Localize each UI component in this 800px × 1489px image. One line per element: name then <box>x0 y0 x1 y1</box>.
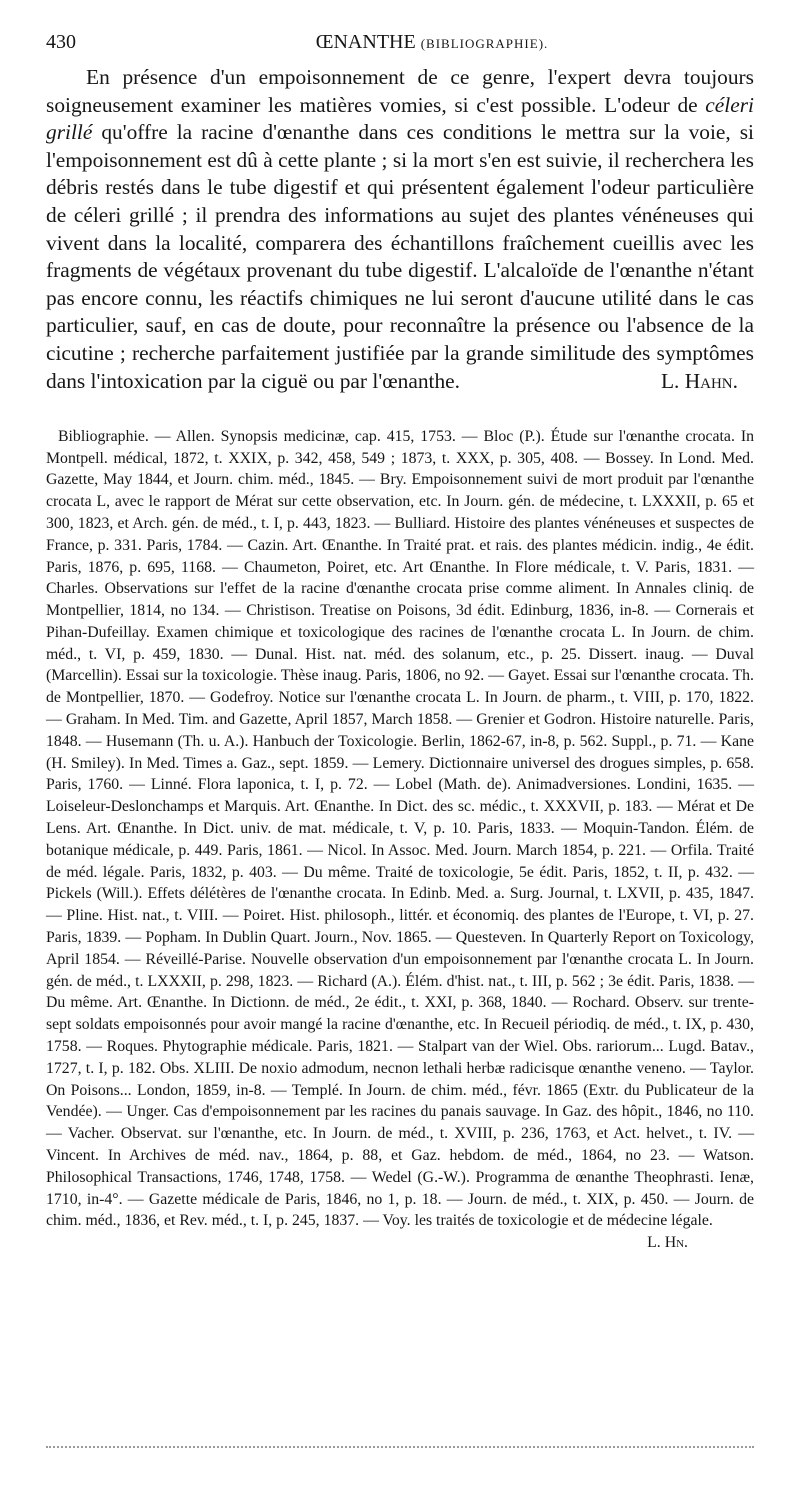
author-signature: L. Hahn. <box>660 369 738 394</box>
body-italic-phrase: céleri grillé <box>46 92 754 145</box>
running-title <box>46 22 754 64</box>
running-title-subtitle: (BIBLIOGRAPHIE). <box>420 36 549 51</box>
bibliography-signature: L. Hn. <box>647 1234 688 1252</box>
running-title-main: ŒNANTHE <box>315 31 416 53</box>
body-text-part1: En présence d'un empoisonnement de ce genre, l'expert devra toujours soigneusement examiner les matières vomies, si c'est possible. L'odeur de <box>46 65 754 117</box>
footer-dotted-rule <box>46 1446 754 1448</box>
body-paragraph <box>46 64 754 395</box>
body-text-part2: qu'offre la racine d'œnanthe dans ces conditions le mettra sur la voie, si l'empoisonnement est dû à cette plante ; si la mort s'en est suivie, il recherchera les débris restés dans le tube digestif et qui présentent également l'odeur particulière de céleri grillé ; il prendra des informations au sujet des plantes vénéneuses qui vivent dans la localité, comparera des échantillons fraîchement cueillis avec les fragments de végétaux provenant du tube digestif. L'alcaloïde de l'œnanthe n'étant pas encore connu, les réactifs chimiques ne lui seront d'aucune utilité dans le cas particulier, sauf, en cas de doute, pour reconnaître la présence ou l'absence de la cicutine ; recherche parfaitement justifiée par la grande similitude des symptômes dans l'intoxication par la ciguë ou par l'œnanthe. <box>46 120 754 393</box>
bibliography-paragraph: Bibliographie. — Allen. Synopsis medicinæ, cap. 415, 1753. — Bloc (P.). Étude sur l'œnanthe crocata. In Montpell. médical, 1872, t. XXIX, p. 342, 458, 549 ; 1873, t. XXX, p. 305, 408. — Bossey. In Lond. Med. Gazette, May 1844, et Journ. chim. méd., 1845. — Bry. Empoisonnement suivi de mort produit par l'œnanthe crocata L, avec le rapport de Mérat sur cette observation, etc. In Journ. gén. de médecine, t. LXXXII, p. 65 et 300, 1823, et Arch. gén. de méd., t. I, p. 443, 1823. — Bulliard. Histoire des plantes vénéneuses et suspectes de France, p. 331. Paris, 1784. — Cazin. Art. Œnanthe. In Traité prat. et rais. des plantes médicin. indig., 4e édit. Paris, 1876, p. 695, 1168. — Chaumeton, Poiret, etc. Art Œnanthe. In Flore médicale, t. V. Paris, 1831. — Charles. Observations sur l'effet de la racine d'œnanthe crocata prise comme aliment. In Annales cliniq. de Montpellier, 1814, no 134. — Christison. Treatise on Poisons, 3d édit. Edinburg, 1836, in-8. — Cornerais et Pihan-Dufeillay. Examen chimique et toxicologique des racines de l'œnanthe crocata L. In Journ. de chim. méd., t. VI, p. 459, 1830. — Dunal. Hist. nat. méd. des solanum, etc., p. 25. Dissert. inaug. — Duval (Marcellin). Essai sur la toxicologie. Thèse inaug. Paris, 1806, no 92. — Gayet. Essai sur l'œnanthe crocata. Th. de Montpellier, 1870. — Godefroy. Notice sur l'œnanthe crocata L. In Journ. de pharm., t. VIII, p. 170, 1822. — Graham. In Med. Tim. and Gazette, April 1857, March 1858. — Grenier et Godron. Histoire naturelle. Paris, 1848. — Husemann (Th. u. A.). Hanbuch der Toxicologie. Berlin, 1862-67, in-8, p. 562. Suppl., p. 71. — Kane (H. Smiley). In Med. Times a. Gaz., sept. 1859. — Lemery. Dictionnaire universel des drogues simples, p. 658. Paris, 1760. — Linné. Flora laponica, t. I, p. 72. — Lobel (Math. de). Animadversiones. Londini, 1635. — Loiseleur-Deslonchamps et Marquis. Art. Œnanthe. In Dict. des sc. médic., t. XXXVII, p. 183. — Mérat et De Lens. Art. Œnanthe. In Dict. univ. de mat. médicale, t. V, p. 10. Paris, 1833. — Moquin-Tandon. Élém. de botanique médicale, p. 449. Paris, 1861. — Nicol. In Assoc. Med. Journ. March 1854, p. 221. — Orfila. Traité de méd. légale. Paris, 1832, p. 403. — Du même. Traité de toxicologie, 5e édit. Paris, 1852, t. II, p. 432. — Pickels (Will.). Effets délétères de l'œnanthe crocata. In Edinb. Med. a. Surg. Journal, t. LXVII, p. 435, 1847. — Pline. Hist. nat., t. VIII. — Poiret. Hist. philosoph., littér. et économiq. des plantes de l'Europe, t. VI, p. 27. Paris, 1839. — Popham. In Dublin Quart. Journ., Nov. 1865. — Questeven. In Quarterly Report on Toxicology, April 1854. — Réveillé-Parise. Nouvelle observation d'un empoisonnement par l'œnanthe crocata L. In Journ. gén. de méd., t. LXXXII, p. 298, 1823. — Richard (A.). Élém. d'hist. nat., t. III, p. 562 ; 3e édit. Paris, 1838. — Du même. Art. Œnanthe. In Dictionn. de méd., 2e édit., t. XXI, p. 368, 1840. — Rochard. Observ. sur trente-sept soldats empoisonnés pour avoir mangé la racine d'œnanthe, etc. In Recueil périodiq. de méd., t. IX, p. 430, 1758. — Roques. Phytographie médicale. Paris, 1821. — Stalpart van der Wiel. Obs. rariorum... Lugd. Batav., 1727, t. I, p. 182. Obs. XLIII. De noxio admodum, necnon lethali herbæ radicisque œnanthe veneno. — Taylor. On Poisons... London, 1859, in-8. — Templé. In Journ. de chim. méd., févr. 1865 (Extr. du Publicateur de la Vendée). — Unger. Cas d'empoisonnement par les racines du panais sauvage. In Gaz. des hôpit., 1846, no 110. — Vacher. Observat. sur l'œnanthe, etc. In Journ. de méd., t. XVIII, p. 236, 1763, et Act. helvet., t. IV. — Vincent. In Archives de méd. nav., 1864, p. 88, et Gaz. hebdom. de méd., 1864, no 23. — Watson. Philosophical Transactions, 1746, 1748, 1758. — Wedel (G.-W.). Programma de œnanthe Theophrasti. Ienæ, 1710, in-4°. — Gazette médicale de Paris, 1846, no 1, p. 18. — Journ. de méd., t. XIX, p. 450. — Journ. de chim. méd., 1836, et Rev. méd., t. I, p. 245, 1837. — Voy. les traités de toxicologie et de médecine légale. <box>46 427 754 1230</box>
running-head <box>46 22 754 62</box>
page-number: 430 <box>46 31 76 53</box>
